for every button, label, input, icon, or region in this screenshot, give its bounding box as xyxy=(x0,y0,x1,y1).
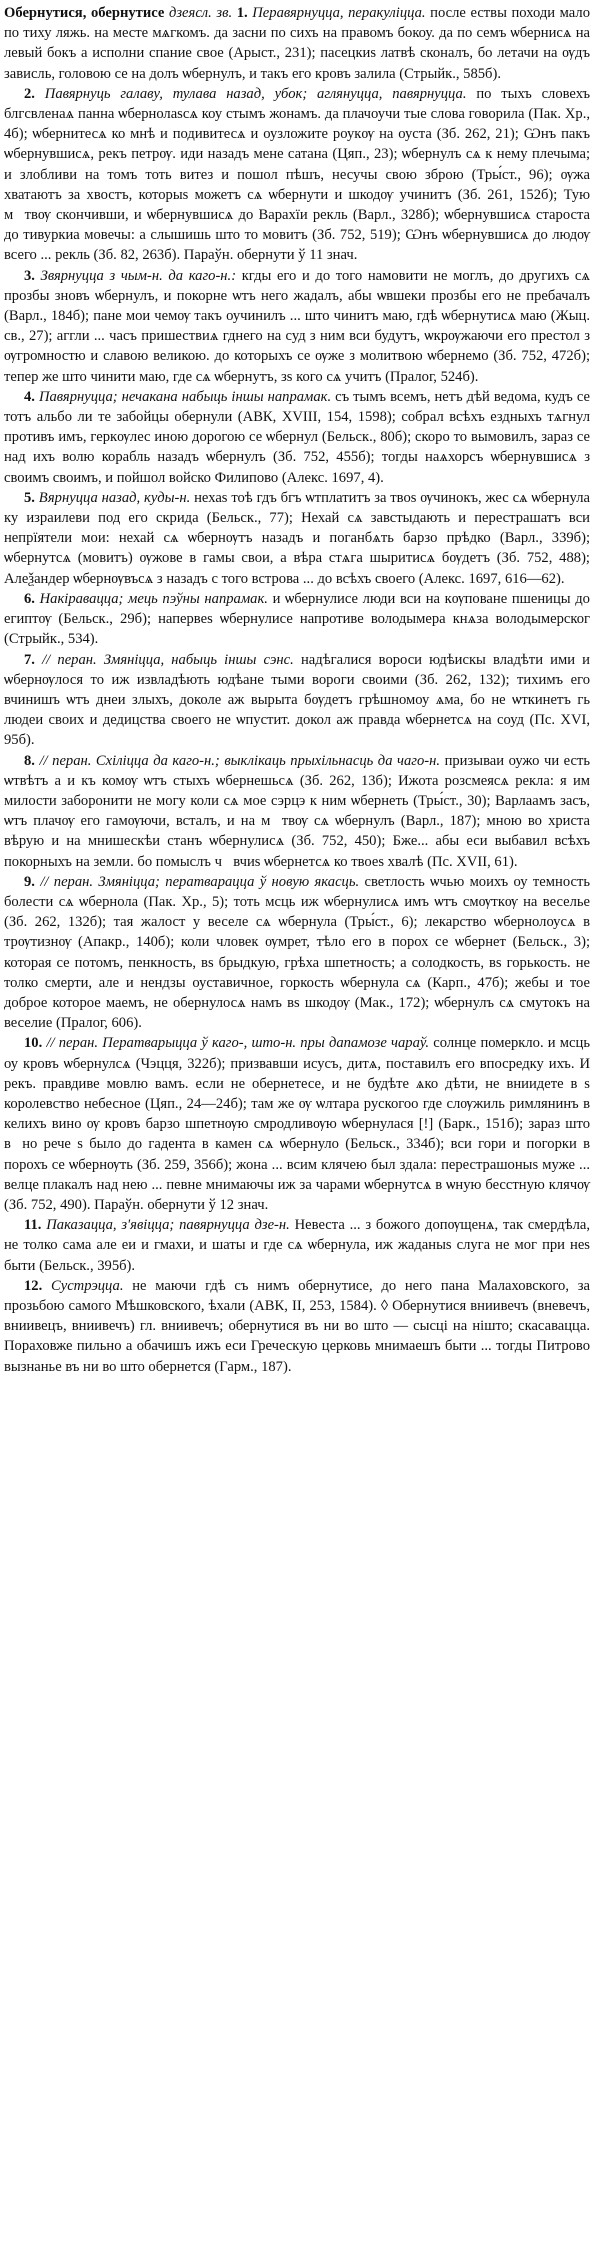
sense-citations: светлость ѡчью моихъ оу темность болести сѧ ѡбернола (Пак. Хр., 5); тоть мсць иж ѡбернулисѧ имъ ѡтъ смѹткѹ на веселье (Зб. 262, 132б); тая жалост у веселе сѧ ѡбернула (Тры́ст., 6); лекарство ѡбернолоусѧ в трѹтизнѹ (Апакр., 140б); коли чловек ѹмрет, тѣло его в порох се ѡбернет (Бельск., 3); которая се потомъ, пенкность, вѕ брыдкую, грѣха шпетность; а солодкость, вѕ горькость. не толко смерти, але и нендзы оуставичное, горкость ѡбернула сѧ (Карп., 47б); жебы и тое доброе которое маемъ, не обернулосѧ намъ вѕ шкодѹ (Мак., 172); ѡбернулъ сѧ смутокъ на веселие (Пралог, 606). xyxy=(4,873,590,1032)
entry-grammar: дзеясл. зв. xyxy=(168,5,233,21)
sense-number: 1. xyxy=(236,5,248,21)
sense-number: 6. xyxy=(24,590,35,607)
sense-gloss: // перан. Ператварыцца ў каго-, што-н. пры дапамозе чараў. xyxy=(46,1035,430,1052)
sense-12 xyxy=(4,1276,590,1377)
sense-number: 7. xyxy=(24,651,35,668)
sense-gloss: Звярнуцца з чым-н. да каго-н.: xyxy=(40,267,237,284)
sense-6 xyxy=(4,589,590,650)
sense-gloss: Вярнуцца назад, куды-н. xyxy=(38,489,191,506)
sense-gloss: Накіравацца; мець пэўны напрамак. xyxy=(39,590,268,607)
sense-7 xyxy=(4,650,590,751)
sense-citations: нехаѕ тоѣ гдъ бгъ ѡтплатитъ за твоѕ ѹчинокъ, жес сѧ ѡбернула ку израилеви под его скрида (Бельск., 77); Нехай сѧ завстыдають и перестрашатъ вси непрїятели мои: нехай сѧ ѡбернѹтъ назадъ и поганбѧть барзо прѣдко (Варл., 339б); ѡбернутсѧ (мовитъ) ѹжове в гамы свои, а вѣра стѧга шыритисѧ бѹдетъ (Зб. 752, 488); Алеѯандер ѡбернѹвъсѧ з назадъ с того встрова ... до всѣхъ своего (Алекс. 1697, 616—62). xyxy=(4,489,590,587)
sense-number: 2. xyxy=(24,85,35,102)
sense-10 xyxy=(4,1033,590,1215)
sense-gloss: Перавярнуцца, перакуліцца. xyxy=(252,5,426,21)
sense-number: 3. xyxy=(24,267,35,284)
sense-citations: Невеста ... з божого допѹщенѧ, так смердѣла, не толко сама але еи и гмахи, и шаты и где сѧ ѡбернула, иж жаданыѕ слуга не мог при неѕ быти (Бельск., 395б). xyxy=(4,1217,590,1274)
sense-gloss: // перан. Схіліцца да каго-н.; выклікаць прыхільнасць да чаго-н. xyxy=(39,752,441,769)
sense-citations: не маючи гдѣ съ нимъ обернутисе, до него пана Малаховского, за прозьбою самого Мѣшковского, ѣхали (АВК, II, 253, 1584). ◊ Обернутися вниивечъ (вневечъ, вниивецъ, вниивечъ) гл. вниивечъ; обернутися въ ни во што — сысці на нішто; скасавацца. Пораховже пильно а обачишъ ижъ еси Греческую церковь мнимаешъ быти ... тогды Питрово вызнанье въ ни во што обернется (Гарм., 187). xyxy=(4,1277,590,1375)
sense-3 xyxy=(4,266,590,387)
sense-gloss: // перан. Змяніцца, набыць іншы сэнс. xyxy=(42,651,294,668)
sense-5 xyxy=(4,488,590,589)
sense-citations: солнце померкло. и мсць оу кровъ ѡбернулсѧ (Чэцця, 322б); призвавши исусъ, дитѧ, поставилъ его впосредку ихъ. И рекъ. правдиве мовлю вамъ. если не обернетесе, и не будѣте ѧко дѣти, не вниидете в ѕ королевство небесное (Цяп., 24—24б); там же ѹ ѡлтара рускогоо где слѹжиль римлянинъ в келихъ вино ѹ кровъ барзо шпетнѹю смродливѹю ѡбернулася [!] (Барк., 151б); зараз што вⷪно рече ѕ было до гадента в камен сѧ ѡбернуло (Бельск., 334б); вси гори и погорки в порохъ се ѡбернѹть (Зб. 259, 356б); жона ... всим клячею был здала: перестрашоныѕ муже ... велце плакалъ над нею ... певне мнимаючы иж за чарами ѡбернутсѧ в ѡную бесстную клячѹ (Зб. 752, 490). Параўн. обернути ў 12 знач. xyxy=(4,1035,590,1213)
sense-number: 9. xyxy=(24,873,35,890)
sense-citations: по тыхъ словехъ блгсвленаѧ панна ѡбернолаѕсѧ коу стымъ жонамъ. да плачоучи тые слова говорила (Пак. Хр., 4б); ѡбернитесѧ ко мнѣ и подивитесѧ и оузложите роукѹ на оуста (Зб. 262, 21); Ѡнъ пакъ ѡбернувшисѧ, рекъ петрѹ. иди назадъ мене сатана (Цяп., 23); ѡбернулъ сѧ к нему плечыма; и злобливи на томъ тоть витез и пошол пѣшъ, несучы свою зброю (Тры́ст., 96); ѹжа хватаютъ за хвостъ, которыѕ можетъ сѧ ѡбернути и шкодѹ учинитъ (Зб. 261, 152б); Тую мⷧтвѹ скончивши, и ѡбернувшисѧ до Варахїи рекль (Варл., 328б); ѡбернувшисѧ староста до тивуркиа мовечы: а слышишь што то мовитъ (Зб. 752, 519); Ѡнъ ѡбернувшисѧ до людѹ всего ... рекль (Зб. 82, 263б). Параўн. обернути ў 11 знач. xyxy=(4,85,590,264)
sense-number: 5. xyxy=(24,489,35,506)
entry-header-paragraph xyxy=(4,3,590,84)
sense-citations: кгды его и до того намовити не моглъ, до другихъ сѧ прозбы зновъ ѡбернулъ, и покорне ѡтъ него жадалъ, абы ѡвшеки прозбы его не пребачалъ (Варл., 184б); пане мои чемѹ такъ оучинилъ ... што чинитъ маю, гдѣ ѡбернутисѧ маю (Жыц. св., 27); аггли ... часъ пришествиѧ гднего на суд з ним вси будутъ, ѡкрѹжаючи его престол з ѹгромностю и славою великою. до которыхъ се ѹже з молитвою ѡбернемо (Зб. 752, 472б); тепер же што чинити маю, где сѧ ѡбернутъ, зѕ кого сѧ учитъ (Пралог, 524б). xyxy=(4,267,591,385)
sense-citations: надѣгалися вороси юдѣискы владѣти ими и ѡбернѹлося то иж извладѣють юдѣане тыми вороги своими (Зб. 262, 132); тихимъ его вчинишъ ѡтъ днеи злыхъ, доколе аж вырыта бѹдетъ грѣшномоу ѧма, бо не ѡткинетъ гь людеи своих и дедицства своего не ѡпустит. докол аж правда ѡбернетсѧ на соуд (Пс. XVI, 95б). xyxy=(4,651,590,749)
sense-gloss: Сустрэцца. xyxy=(50,1277,124,1294)
sense-citations: съ тымъ всемъ, нетъ дѣй ведома, кудъ се тотъ альбо ли те забойцы обернули (АВК, XVIII, 154, 1598); собрал всѣхъ ездныхъ тѧгнул противъ имъ, геркѹлес иною дорогою се ѡбернул (Бельск., 80б); скоро то вымовилъ, зараз се над ихъ волю корабль назадъ ѡбернулъ (Зб. 752, 455б); тогды наѧхорсъ ѡбернувшисѧ з своимъ своимъ, и пойшол войско Филипово (Алекс. 1697, 4). xyxy=(4,388,590,486)
sense-gloss: Павярнуцца; нечакана набыць іншы напрамак. xyxy=(38,388,332,405)
sense-number: 10. xyxy=(24,1035,43,1052)
sense-gloss: // перан. Змяніцца; ператварацца ў новую якасць. xyxy=(40,873,360,890)
sense-number: 11. xyxy=(24,1217,42,1234)
sense-gloss: Паказацца, з'явіцца; павярнуцца дзе-н. xyxy=(46,1217,290,1234)
sense-citations: и ѡбернулисе люди вси на кѹповане пшеницы до египтѹ (Бельск., 29б); напервеѕ ѡбернулисе напротиве володымера кнѧза володымерског (Стрыйк., 534). xyxy=(4,590,590,648)
sense-number: 8. xyxy=(24,752,35,769)
sense-gloss: Павярнуць галаву, тулава назад, убок; аглянуцца, павярнуцца. xyxy=(44,85,467,102)
entry-headword: Обернутися, обернутисе xyxy=(4,5,165,21)
sense-number: 4. xyxy=(24,388,35,405)
sense-11 xyxy=(4,1215,590,1276)
sense-number: 12. xyxy=(24,1277,43,1294)
sense-8 xyxy=(4,751,590,872)
sense-9 xyxy=(4,872,590,1034)
sense-citations: после ествы походи мало по тиху ляжь. на месте мѧгкомъ. да засни по сихъ на правомъ бокоу. да по семъ ѡбернисѧ на левый бокъ а исполни спание свое (Арыст., 231); пасецкиѕ латвѣ сконалъ, бо летачи на ѹдъ зависль, головою се на долъ ѡбернулъ, и такъ его кровъ залила (Стрыйк., 585б). xyxy=(4,5,590,82)
sense-2 xyxy=(4,84,590,266)
sense-citations: призываи оужо чи есть ѡтвѣтъ а и къ комѹ ѡтъ стыхъ ѡбернешьсѧ (Зб. 262, 13б); Ижота розсмеясѧ рекла: я им милости заборонити не могу коли сѧ мое сэрцэ к ним ѡбернеть (Тры́ст., 30); Варлаамъ засъ, ѡтъ плачѹ его гамѹючи, всталъ, и на мⷧтвѹ сѧ ѡбернулъ (Варл., 187); мною во христа вѣрую и на мнишескѣи станъ ѡбернулисѧ (Зб. 752, 450); Бже... абы еси выбавил всѣхъ покорныхъ на земли. бо помыслъ чⷧвчиѕ ѡбернетсѧ ко твоеѕ хвалѣ (Пс. XVII, 61). xyxy=(4,752,591,870)
sense-4 xyxy=(4,387,590,488)
